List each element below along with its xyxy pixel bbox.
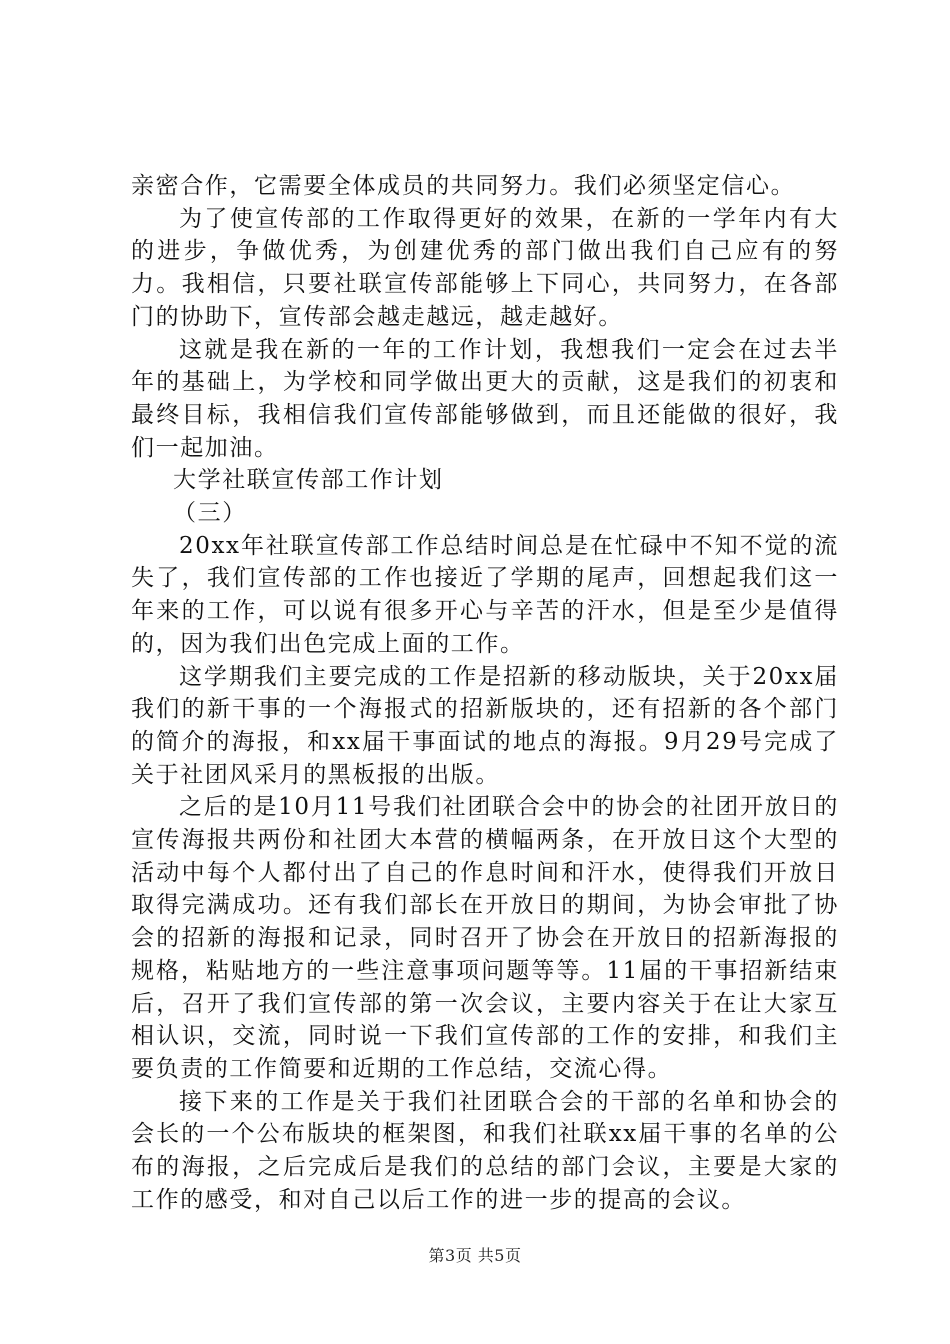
- paragraph-next-work: 接下来的工作是关于我们社团联合会的干部的名单和协会的会长的一个公布版块的框架图，和我们社联xx届干事的名单的公布的海报，之后完成后是我们的总结的部门会议，主要是大家的工作的感受，和对自己以后工作的进一步的提高的会议。: [131, 1088, 839, 1213]
- paragraph-summary-intro: 20xx年社联宣传部工作总结时间总是在忙碌中不知不觉的流失了，我们宣传部的工作也接近了学期的尾声，回想起我们这一年来的工作，可以说有很多开心与辛苦的汗水，但是至少是值得的，因为我们出色完成上面的工作。: [131, 532, 839, 657]
- paragraph-continuation: 亲密合作，它需要全体成员的共同努力。我们必须坚定信心。: [131, 173, 796, 199]
- document-body: [131, 170, 839, 1217]
- paragraph-recruitment: 这学期我们主要完成的工作是招新的移动版块，关于20xx届我们的新干事的一个海报式的招新版块的，还有招新的各个部门的简介的海报，和xx届干事面试的地点的海报。9月29号完成了关于社团风采月的黑板报的出版。: [131, 663, 839, 788]
- paragraph-plan-conclusion: 这就是我在新的一年的工作计划，我想我们一定会在过去半年的基础上，为学校和同学做出更大的贡献，这是我们的初衷和最终目标，我相信我们宣传部能够做到，而且还能做的很好，我们一起加油。: [131, 336, 839, 461]
- section-title: 大学社联宣传部工作计划: [173, 467, 444, 494]
- section-number: （三）: [173, 500, 247, 527]
- paragraph-open-day: 之后的是10月11号我们社团联合会中的协会的社团开放日的宣传海报共两份和社团大本营的横幅两条，在开放日这个大型的活动中每个人都付出了自己的作息时间和汗水，使得我们开放日取得完满成功。还有我们部长在开放日的期间，为协会审批了协会的招新的海报和记录，同时召开了协会在开放日的招新海报的规格，粘贴地方的一些注意事项问题等等。11届的干事招新结束后，召开了我们宣传部的第一次会议，主要内容关于在让大家互相认识，交流，同时说一下我们宣传部的工作的安排，和我们主要负责的工作简要和近期的工作总结，交流心得。: [131, 794, 839, 1082]
- page-number-footer: 第3页 共5页: [428, 1246, 522, 1265]
- paragraph-effort: 为了使宣传部的工作取得更好的效果，在新的一学年内有大的进步，争做优秀，为创建优秀的部门做出我们自己应有的努力。我相信，只要社联宣传部能够上下同心，共同努力，在各部门的协助下，宣传部会越走越远，越走越好。: [131, 205, 839, 330]
